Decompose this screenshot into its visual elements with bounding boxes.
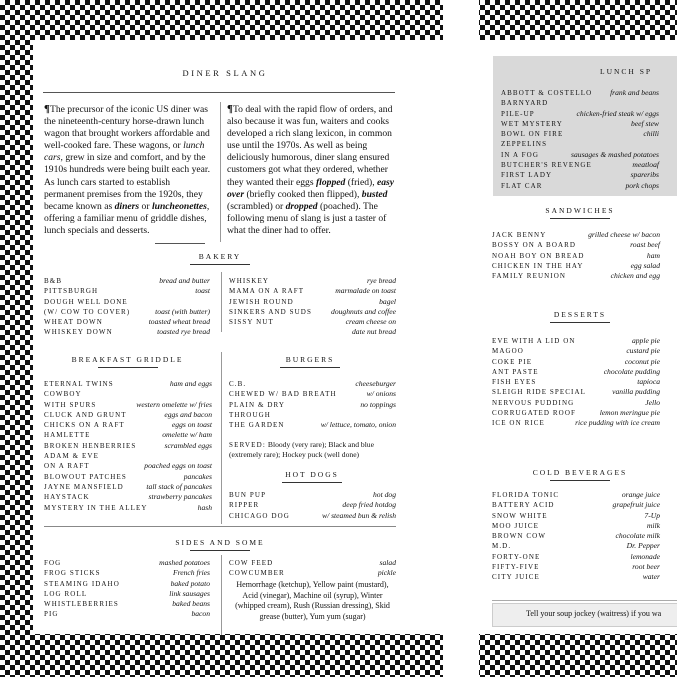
slang-meaning: w/ steamed bun & relish: [322, 510, 396, 520]
slang-term: CLUCK AND GRUNT: [44, 410, 127, 419]
bakery-list-left: [44, 276, 210, 338]
slang-meaning: bread and butter: [159, 276, 210, 285]
lunch-heading: [600, 67, 677, 76]
slang-meaning: poached eggs on toast: [144, 461, 212, 471]
slang-meaning: eggs and bacon: [164, 409, 212, 419]
intro-emphasis: dropped: [285, 200, 318, 212]
slang-meaning: chocolate pudding: [603, 366, 660, 376]
slang-meaning: pancakes: [183, 471, 212, 481]
slang-meaning: roast beef: [630, 240, 660, 250]
pilcrow-icon: ¶: [44, 103, 50, 115]
slang-term: DOUGH WELL DONE: [44, 297, 128, 306]
slang-term: MAMA ON A RAFT: [229, 287, 305, 296]
slang-term: FAMILY REUNION: [492, 272, 567, 281]
slang-term: MYSTERY IN THE ALLEY: [44, 503, 148, 512]
slang-term: HAMLETTE: [44, 431, 91, 440]
menu-item: [44, 297, 210, 307]
menu-item: [492, 261, 660, 271]
page-title: [150, 68, 300, 78]
menu-item: [492, 367, 660, 377]
slang-meaning: rice pudding with ice cream: [575, 418, 660, 428]
slang-meaning: coconut pie: [624, 356, 660, 366]
desserts-list: [492, 336, 660, 429]
slang-term: ZEPPELINS: [501, 140, 548, 149]
menu-item: [229, 297, 396, 307]
menu-item: [229, 286, 396, 296]
menu-item: [492, 490, 660, 500]
menu-item: [501, 98, 659, 108]
slang-term: FORTY-ONE: [492, 552, 541, 561]
slang-term: ON A RAFT: [44, 462, 90, 471]
breakfast-heading: [55, 355, 200, 368]
intro-emphasis: luncheonettes: [151, 200, 207, 212]
intro-text: , offering a familiar menu of griddle dishes, lunch specials and desserts.: [44, 200, 210, 236]
menu-item: [44, 410, 212, 420]
menu-item: [492, 240, 660, 250]
menu-item: [229, 500, 396, 510]
slang-term: THROUGH: [229, 410, 271, 419]
intro-emphasis: lunch cars: [44, 140, 205, 164]
heading-rule: [550, 480, 610, 481]
slang-meaning: cheeseburger: [355, 379, 396, 388]
slang-meaning: milk: [646, 520, 660, 530]
menu-item: [44, 389, 212, 399]
intro-text: (briefly cooked then flipped),: [244, 188, 362, 200]
menu-item: [44, 276, 210, 286]
bakery-heading-text: BAKERY: [198, 252, 242, 261]
menu-item: [44, 482, 212, 492]
slang-meaning: lemonade: [630, 551, 660, 561]
slang-meaning: apple pie: [631, 336, 660, 345]
slang-term: (W/ COW TO COVER): [44, 307, 131, 316]
slang-meaning: cream cheese on date nut bread: [345, 317, 396, 337]
slang-meaning: western omelette w/ fries: [136, 399, 212, 409]
intro-text: , grew in size and comfort, and by the 1910s hundreds were being built each year. As lunch cars started to establish permanent premises from the 1920s, they became known as: [44, 152, 210, 212]
menu-item: [492, 531, 660, 541]
slang-meaning: French fries: [172, 568, 210, 578]
slang-term: CITY JUICE: [492, 573, 540, 582]
slang-meaning: lemon meringue pie: [599, 408, 660, 418]
slang-meaning: baked potato: [170, 578, 210, 588]
slang-meaning: root beer: [632, 562, 660, 572]
slang-term: SNOW WHITE: [492, 511, 548, 520]
slang-meaning: spareribs: [630, 170, 659, 180]
slang-term: STEAMING IDAHO: [44, 579, 120, 588]
slang-meaning: pickle: [377, 568, 396, 578]
menu-item: [44, 461, 212, 471]
menu-item: [44, 379, 212, 389]
heading-rule: [280, 367, 340, 368]
sandwiches-heading: [515, 206, 645, 219]
slang-meaning: marmalade on toast: [335, 286, 396, 296]
menu-item: [44, 327, 210, 337]
menu-item: [229, 379, 396, 389]
intro-emphasis: diners: [114, 200, 140, 212]
menu-item: [501, 181, 659, 191]
slang-term: SISSY NUT: [229, 318, 274, 327]
menu-item: [44, 558, 210, 568]
slang-term: CORRUGATED ROOF: [492, 409, 576, 418]
menu-item: [229, 307, 396, 317]
menu-item: [501, 139, 659, 149]
slang-meaning: water: [642, 572, 660, 582]
menu-item: [492, 408, 660, 418]
slang-meaning: mashed potatoes: [159, 558, 210, 567]
slang-meaning: bacon: [191, 609, 210, 619]
slang-term: FIFTY-FIVE: [492, 563, 540, 572]
slang-term: WHEAT DOWN: [44, 318, 103, 327]
slang-term: B&B: [44, 277, 63, 285]
burgers-list: [229, 379, 396, 430]
hotdogs-heading: [262, 470, 362, 483]
slang-term: BROKEN HENBERRIES: [44, 441, 137, 450]
menu-item: [44, 400, 212, 410]
menu-item: [492, 562, 660, 572]
slang-term: CHICKEN IN THE HAY: [492, 261, 584, 270]
menu-item: [492, 500, 660, 510]
slang-meaning: pork chops: [625, 180, 659, 190]
burgers-served-note: [229, 440, 396, 460]
slang-meaning: chicken-fried steak w/ eggs: [576, 108, 659, 118]
slang-term: PILE-UP: [501, 109, 535, 118]
menu-item: [44, 430, 212, 440]
heading-rule: [190, 550, 250, 551]
bakery-list-right: [229, 276, 396, 338]
breakfast-divider: [221, 352, 222, 524]
slang-meaning: toast: [195, 286, 210, 296]
slang-meaning: custard pie: [626, 346, 660, 356]
intro-column-2: [227, 103, 397, 237]
slang-meaning: Dr. Pepper: [626, 541, 660, 551]
menu-item: [44, 286, 210, 296]
slang-meaning: toasted wheat bread: [148, 317, 210, 327]
slang-meaning: no toppings: [360, 399, 396, 409]
menu-item: [44, 589, 210, 599]
burgers-heading: [260, 355, 360, 368]
slang-meaning: vanilla pudding: [612, 387, 660, 397]
menu-item: [501, 150, 659, 160]
menu-item: [229, 389, 396, 399]
slang-meaning: frank and beans: [610, 88, 659, 97]
heading-rule: [190, 264, 250, 265]
intro-text: (poached). The following menu of slang is just a taster of what the diner had to offer.: [227, 200, 387, 236]
slang-term: WHISKEY: [229, 277, 269, 285]
slang-term: CHEWED W/ BAD BREATH: [229, 390, 337, 399]
heading-rule: [550, 218, 610, 219]
slang-meaning: grilled cheese w/ bacon: [588, 230, 660, 239]
slang-term: SINKERS AND SUDS: [229, 307, 312, 316]
menu-item: [229, 420, 396, 430]
slang-meaning: beef stew: [630, 118, 659, 128]
bakery-heading: [170, 252, 270, 265]
menu-item: [44, 609, 210, 619]
menu-item: [229, 410, 396, 420]
slang-term: MAGOO: [492, 347, 524, 356]
menu-item: [492, 251, 660, 261]
heading-rule: [282, 482, 342, 483]
slang-meaning: chocolate milk: [615, 531, 660, 541]
slang-meaning: hash: [197, 502, 212, 512]
title-rule: [43, 92, 395, 93]
slang-meaning: salad: [379, 558, 396, 567]
desserts-heading: [515, 310, 645, 323]
slang-term: RIPPER: [229, 501, 260, 510]
sides-heading-text: SIDES AND SOME: [175, 538, 265, 547]
sides-heading: [160, 538, 280, 551]
slang-term: HAYSTACK: [44, 493, 90, 502]
slang-meaning: 7-Up: [644, 510, 660, 520]
menu-item: [44, 420, 212, 430]
menu-item: [501, 170, 659, 180]
heading-rule: [550, 322, 610, 323]
menu-item: [492, 336, 660, 346]
slang-term: BLOWOUT PATCHES: [44, 472, 127, 481]
menu-item: [229, 276, 396, 286]
slang-meaning: w/ lettuce, tomato, onion: [320, 420, 396, 430]
slang-meaning: egg salad: [630, 260, 660, 270]
menu-item: [44, 579, 210, 589]
condiments-note: Hemorrhage (ketchup), Yellow paint (mustard), Acid (vinegar), Machine oil (syrup), Winter (whipped cream), Rush (Russian dressing), Skid grease (butter), Yum yum (sugar): [235, 580, 390, 621]
slang-term: ANT PASTE: [492, 367, 539, 376]
lunch-list: [501, 88, 659, 191]
slang-meaning: eggs on toast: [171, 420, 212, 430]
slang-term: PLAIN & DRY: [229, 400, 286, 409]
menu-item: [501, 129, 659, 139]
slang-meaning: tapioca: [637, 377, 660, 387]
slang-term: BOWL ON FIRE: [501, 130, 564, 139]
slang-term: BARNYARD: [501, 99, 549, 108]
intro-text: (fried),: [345, 176, 377, 188]
breakfast-heading-text: BREAKFAST GRIDDLE: [71, 355, 184, 364]
menu-item: [229, 490, 396, 500]
menu-item: [492, 387, 660, 397]
slang-term: COWBOY: [44, 390, 82, 399]
slang-meaning: sausages & mashed potatoes: [571, 149, 659, 159]
hotdogs-list: [229, 490, 396, 521]
slang-term: BOSSY ON A BOARD: [492, 241, 577, 250]
menu-item: [229, 511, 396, 521]
sides-divider: [221, 555, 222, 635]
slang-meaning: strawberry pancakes: [148, 492, 212, 502]
slang-term: SLEIGH RIDE SPECIAL: [492, 388, 587, 397]
slang-term: WHISTLEBERRIES: [44, 600, 119, 609]
slang-term: CHICAGO DOG: [229, 511, 290, 520]
slang-meaning: tall stack of pancakes: [146, 481, 212, 491]
slang-term: C.B.: [229, 380, 247, 388]
bakery-divider: [221, 272, 222, 332]
served-label: SERVED:: [229, 441, 267, 449]
slang-meaning: rye bread: [366, 276, 396, 285]
sandwiches-list: [492, 230, 660, 281]
menu-item: [492, 398, 660, 408]
slang-term: BUN PUP: [229, 491, 267, 499]
slang-term: EVE WITH A LID ON: [492, 337, 576, 345]
menu-item: [492, 271, 660, 281]
menu-item: [492, 511, 660, 521]
page-gutter: [443, 0, 479, 677]
sides-rule-left: [44, 526, 396, 527]
slang-meaning: scrambled eggs: [164, 440, 212, 450]
heading-rule: [98, 367, 158, 368]
lunch-heading-text: LUNCH SP: [600, 67, 653, 76]
slang-term: M.D.: [492, 542, 512, 551]
hotdogs-heading-text: HOT DOGS: [285, 470, 339, 479]
intro-text: (scrambled) or: [227, 200, 286, 212]
slang-meaning: doughnuts and coffee: [331, 306, 396, 316]
menu-item: [44, 503, 212, 513]
slang-term: LOG ROLL: [44, 589, 88, 598]
slang-term: FOG: [44, 559, 62, 567]
slang-term: JACK BENNY: [492, 231, 547, 239]
intro-emphasis: busted: [361, 188, 388, 200]
slang-term: COW FEED: [229, 559, 274, 567]
menu-item: [44, 492, 212, 502]
slang-meaning: chilli: [643, 129, 659, 139]
footer-rule: [492, 600, 677, 601]
menu-item: [492, 377, 660, 387]
slang-term: JAYNE MANSFIELD: [44, 482, 124, 491]
slang-term: ICE ON RICE: [492, 419, 545, 428]
slang-term: IN A FOG: [501, 150, 539, 159]
slang-term: FISH EYES: [492, 378, 537, 387]
slang-meaning: link sausages: [169, 588, 210, 598]
intro-column-1: [44, 103, 212, 237]
menu-item: [44, 568, 210, 578]
menu-item: [501, 88, 659, 98]
slang-term: BUTCHER'S REVENGE: [501, 161, 592, 170]
slang-term: THE GARDEN: [229, 421, 285, 430]
slang-term: FROG STICKS: [44, 569, 101, 578]
menu-item: [501, 109, 659, 119]
intro-text: or: [139, 200, 152, 212]
menu-item: [229, 400, 396, 410]
menu-item: [492, 552, 660, 562]
slang-meaning: baked beans: [172, 599, 210, 609]
menu-item: [492, 418, 660, 428]
intro-emphasis: easy over: [227, 176, 395, 200]
slang-term: NERVOUS PUDDING: [492, 398, 575, 407]
menu-item: [492, 230, 660, 240]
slang-meaning: meatloaf: [632, 160, 659, 170]
slang-term: NOAH BOY ON BREAD: [492, 251, 585, 260]
pilcrow-icon: ¶: [227, 103, 233, 115]
sandwiches-heading-text: SANDWICHES: [545, 206, 615, 215]
menu-item: [492, 541, 660, 551]
bakery-rule-left: [155, 243, 205, 244]
served-text: Bloody (very rare); Black and blue (extremely rare); Hockey puck (well done): [229, 440, 374, 459]
slang-term: FIRST LADY: [501, 171, 553, 180]
menu-item: [44, 317, 210, 327]
menu-item: [501, 160, 659, 170]
menu-item: [229, 317, 396, 338]
page-title-text: DINER SLANG: [182, 68, 268, 78]
slang-term: BROWN COW: [492, 532, 547, 541]
slang-term: JEWISH ROUND: [229, 297, 294, 306]
slang-meaning: bagel: [379, 296, 396, 306]
slang-term: ABBOTT & COSTELLO: [501, 89, 593, 97]
slang-term: WITH SPURS: [44, 400, 97, 409]
slang-meaning: w/ onions: [366, 389, 396, 399]
slang-meaning: deep fried hotdog: [342, 500, 396, 510]
intro-emphasis: flopped: [315, 176, 346, 188]
desserts-heading-text: DESSERTS: [553, 310, 607, 319]
intro-text: The precursor of the iconic US diner was the nineteenth-century horse-drawn lunch wagon that brought workers affordable and well-cooked fare. These wagons, or: [44, 104, 210, 152]
slang-term: FLORIDA TONIC: [492, 491, 560, 499]
slang-meaning: chicken and egg: [610, 271, 660, 281]
slang-term: ETERNAL TWINS: [44, 380, 114, 388]
slang-meaning: grapefruit juice: [612, 500, 660, 510]
slang-term: PIG: [44, 610, 59, 619]
slang-term: ADAM & EVE: [44, 452, 99, 461]
sides-list-left: [44, 558, 210, 620]
footer-note: Tell your soup jockey (waitress) if you wa: [526, 609, 662, 618]
slang-meaning: ham and eggs: [169, 379, 212, 388]
burgers-heading-text: BURGERS: [285, 355, 335, 364]
slang-meaning: orange juice: [621, 490, 660, 499]
menu-item: [492, 346, 660, 356]
menu-item: [492, 357, 660, 367]
intro-text: To deal with the rapid flow of orders, and also because it was fun, waiters and cooks developed a rich slang lexicon, in common use until the 1970s. As well as being deliciously humorous, diner slang ensured customers got what they ordered, whether they wanted their eggs: [227, 104, 393, 188]
slang-meaning: toast (with butter): [155, 306, 210, 316]
cold-beverages-list: [492, 490, 660, 583]
menu-item: [44, 451, 212, 461]
menu-item: [501, 119, 659, 129]
menu-item: [44, 307, 210, 317]
slang-meaning: ham: [646, 250, 660, 260]
cold-beverages-heading: [510, 468, 650, 481]
menu-item: [492, 572, 660, 582]
menu-item: [44, 441, 212, 451]
slang-term: CHICKS ON A RAFT: [44, 421, 125, 430]
menu-item: [229, 568, 396, 578]
slang-term: COWCUMBER: [229, 569, 285, 578]
slang-meaning: omelette w/ ham: [162, 430, 212, 440]
slang-term: COKE PIE: [492, 357, 533, 366]
slang-term: WHISKEY DOWN: [44, 328, 113, 337]
menu-item: [229, 558, 396, 568]
slang-term: FLAT CAR: [501, 181, 543, 190]
slang-term: PITTSBURGH: [44, 287, 99, 296]
sides-list-right: [229, 558, 396, 579]
slang-term: MOO JUICE: [492, 521, 540, 530]
slang-meaning: hot dog: [373, 490, 396, 499]
menu-item: [492, 521, 660, 531]
menu-item: [44, 472, 212, 482]
slang-term: WET MYSTERY: [501, 119, 563, 128]
slang-meaning: Jello: [645, 397, 660, 407]
slang-term: BATTERY ACID: [492, 501, 555, 510]
intro-divider: [220, 102, 221, 242]
slang-meaning: toasted rye bread: [157, 327, 210, 337]
cold-beverages-heading-text: COLD BEVERAGES: [532, 468, 628, 477]
menu-item: [44, 599, 210, 609]
breakfast-list: [44, 379, 212, 513]
